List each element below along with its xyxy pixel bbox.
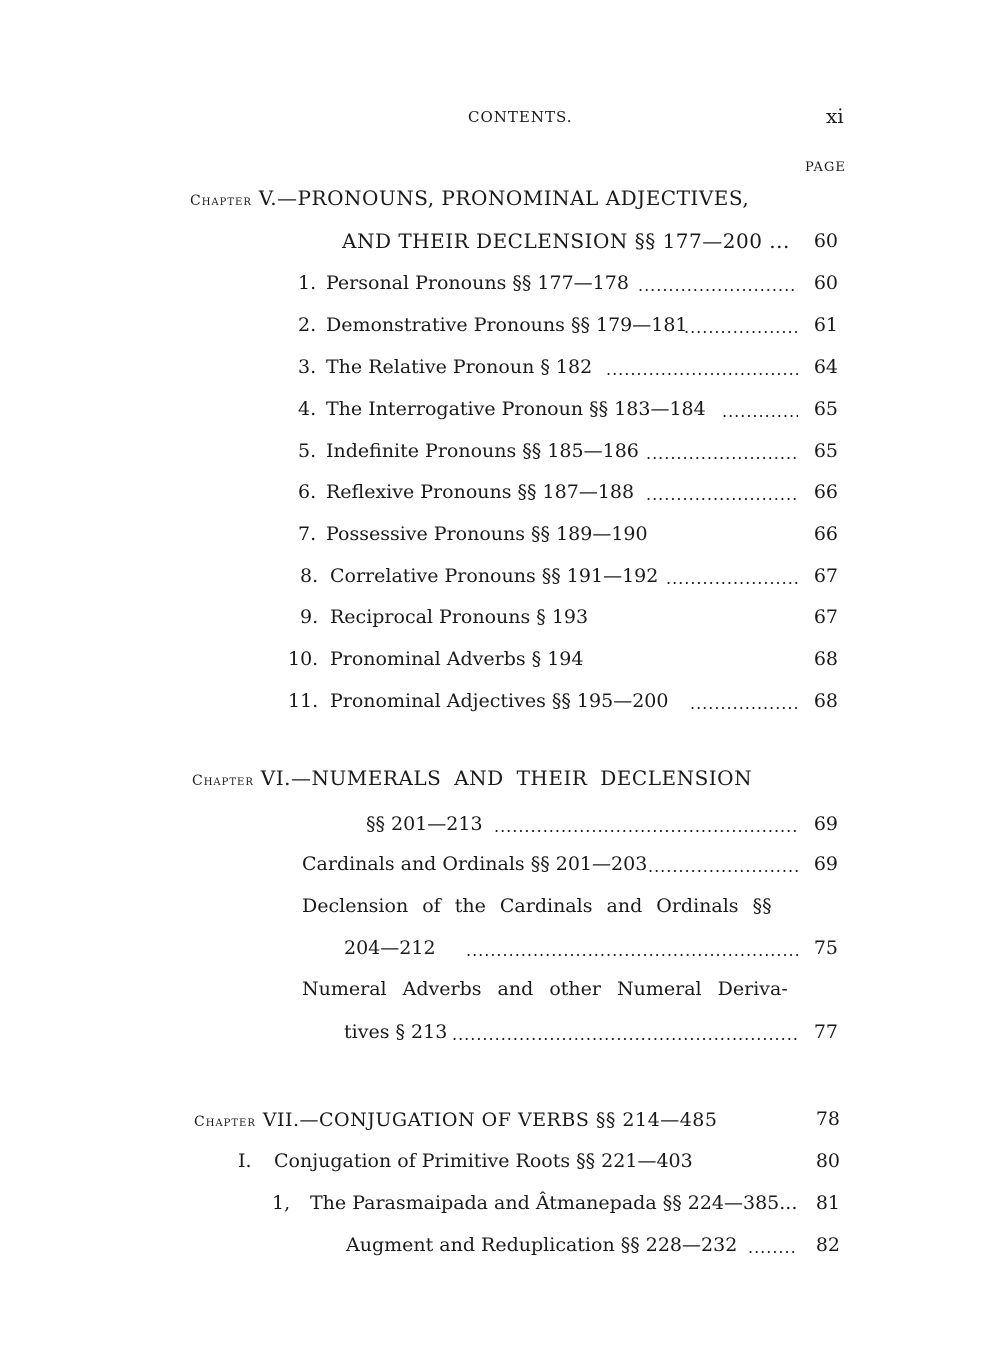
chapter-title-line1: VI.—NUMERALS AND THEIR DECLENSION bbox=[260, 766, 753, 790]
dot-leader bbox=[722, 402, 798, 421]
toc-entry-text: The Relative Pronoun § 182 bbox=[326, 356, 593, 378]
toc-entry-page: 65 bbox=[813, 398, 838, 420]
toc-entry-number: 2. bbox=[298, 314, 317, 336]
dot-leader bbox=[690, 694, 798, 713]
toc-entry-page: 82 bbox=[815, 1234, 840, 1256]
toc-entry-number: 4. bbox=[298, 398, 317, 420]
page-folio: xi bbox=[826, 104, 844, 128]
chapter-vi-title-line2: §§ 201—213 bbox=[366, 813, 483, 835]
toc-entry-number: 1, bbox=[272, 1192, 291, 1214]
toc-entry-text: Demonstrative Pronouns §§ 179—181 bbox=[326, 314, 688, 336]
chapter-vii-heading bbox=[194, 1107, 717, 1131]
toc-entry-text-continued: 204—212 bbox=[344, 937, 436, 959]
chapter-v-page: 60 bbox=[813, 230, 838, 252]
toc-entry-page: 77 bbox=[813, 1021, 838, 1043]
chapter-prefix: Chapter bbox=[192, 773, 254, 789]
dot-leader bbox=[684, 318, 798, 337]
toc-entry-page: 66 bbox=[813, 523, 838, 545]
toc-entry-number: 5. bbox=[298, 440, 317, 462]
chapter-title-line1: V.—PRONOUNS, PRONOMINAL ADJECTIVES, bbox=[258, 186, 750, 210]
dot-leader bbox=[466, 941, 798, 960]
toc-entry-text: Declension of the Cardinals and Ordinals §§ bbox=[302, 895, 772, 917]
dot-leader bbox=[494, 817, 798, 836]
toc-entry-number: 1. bbox=[298, 272, 317, 294]
toc-entry-text: Correlative Pronouns §§ 191—192 bbox=[330, 565, 659, 587]
chapter-title-line1: VII.—CONJUGATION OF VERBS §§ 214—485 bbox=[262, 1109, 718, 1131]
toc-entry-number: 6. bbox=[298, 481, 317, 503]
toc-entry-number: 9. bbox=[300, 606, 319, 628]
toc-entry-page: 61 bbox=[813, 314, 838, 336]
running-title: CONTENTS. bbox=[468, 108, 573, 126]
page-column-label: PAGE bbox=[805, 160, 846, 175]
toc-entry-text: Indefinite Pronouns §§ 185—186 bbox=[326, 440, 639, 462]
chapter-v-heading bbox=[190, 186, 749, 210]
dot-leader bbox=[646, 485, 798, 504]
chapter-vii-page: 78 bbox=[815, 1108, 840, 1130]
chapter-prefix: Chapter bbox=[194, 1114, 256, 1130]
toc-entry-page: 65 bbox=[813, 440, 838, 462]
toc-entry-number: 8. bbox=[300, 565, 319, 587]
toc-entry-page: 80 bbox=[815, 1150, 840, 1172]
toc-entry-text: Personal Pronouns §§ 177—178 bbox=[326, 272, 629, 294]
toc-entry-text: Reflexive Pronouns §§ 187—188 bbox=[326, 481, 635, 503]
toc-entry-page: 75 bbox=[813, 937, 838, 959]
toc-entry-number: 3. bbox=[298, 356, 317, 378]
toc-entry-page: 64 bbox=[813, 356, 838, 378]
toc-entry-page: 68 bbox=[813, 690, 838, 712]
toc-entry-number: 7. bbox=[298, 523, 317, 545]
dot-leader bbox=[648, 857, 798, 876]
chapter-v-title-line2: AND THEIR DECLENSION §§ 177—200 ... bbox=[342, 229, 790, 253]
toc-entry-text: Augment and Reduplication §§ 228—232 bbox=[346, 1234, 738, 1256]
toc-entry-text: Pronominal Adverbs § 194 bbox=[330, 648, 584, 670]
toc-entry-number: I. bbox=[238, 1150, 252, 1172]
toc-entry-page: 66 bbox=[813, 481, 838, 503]
toc-entry-text: The Interrogative Pronoun §§ 183—184 bbox=[326, 398, 706, 420]
toc-entry-text: The Parasmaipada and Âtmanepada §§ 224—385... bbox=[310, 1192, 798, 1214]
dot-leader bbox=[646, 444, 798, 463]
toc-entry-page: 67 bbox=[813, 606, 838, 628]
toc-entry-page: 67 bbox=[813, 565, 838, 587]
toc-entry-page: 60 bbox=[813, 272, 838, 294]
dot-leader bbox=[666, 569, 798, 588]
toc-entry-text: Pronominal Adjectives §§ 195—200 bbox=[330, 690, 669, 712]
toc-entry-page: 69 bbox=[813, 853, 838, 875]
toc-entry-text: Cardinals and Ordinals §§ 201—203 bbox=[302, 853, 648, 875]
dot-leader bbox=[638, 276, 798, 295]
toc-entry-number: 11. bbox=[288, 690, 319, 712]
toc-entry-number: 10. bbox=[288, 648, 319, 670]
dot-leader bbox=[748, 1238, 798, 1257]
toc-entry-text: Conjugation of Primitive Roots §§ 221—403 bbox=[274, 1150, 693, 1172]
toc-entry-text-continued: tives § 213 bbox=[344, 1021, 448, 1043]
toc-entry-text: Possessive Pronouns §§ 189—190 bbox=[326, 523, 648, 545]
chapter-prefix: Chapter bbox=[190, 193, 252, 209]
dot-leader bbox=[452, 1025, 798, 1044]
chapter-vi-page: 69 bbox=[813, 813, 838, 835]
toc-entry-text: Numeral Adverbs and other Numeral Deriva- bbox=[302, 978, 788, 1000]
chapter-vi-heading bbox=[192, 766, 752, 790]
toc-entry-page: 68 bbox=[813, 648, 838, 670]
toc-entry-text: Reciprocal Pronouns § 193 bbox=[330, 606, 589, 628]
dot-leader bbox=[606, 360, 798, 379]
toc-entry-page: 81 bbox=[815, 1192, 840, 1214]
